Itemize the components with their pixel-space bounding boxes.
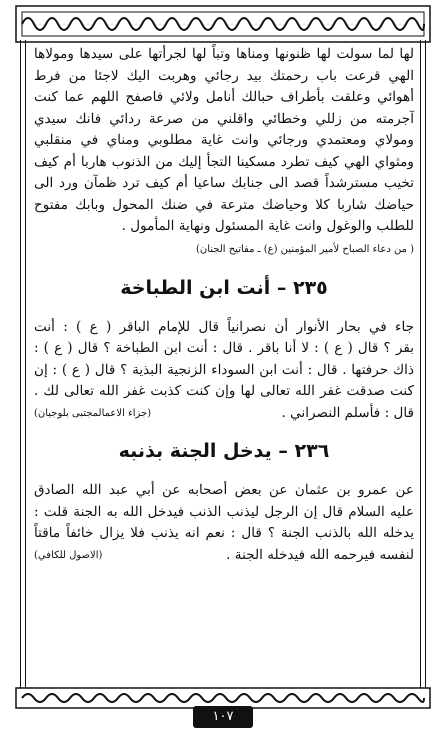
- text-line: أهوائي وعلقت بأطراف حبالك أنامل ولائي فاصفح اللهم عما كنت: [34, 89, 414, 105]
- text-line-with-source: [34, 545, 414, 567]
- top-border-ornament: [14, 4, 432, 44]
- text-line-with-source: [34, 403, 414, 425]
- text-line: يدخله الله بالذنب الجنة ؟ قال : نعم انه يذنب فلا يزال خائفاً ماقتاً: [34, 525, 414, 541]
- text-line: جاء في بحار الأنوار أن نصرانياً قال للإمام الباقر ( ع ) : أنت: [34, 318, 414, 335]
- text-line: للطلب والوغول وانت غاية المسئول ونهاية المأمول .: [121, 218, 414, 234]
- text-line: لنفسه فيرحمه الله فيدخله الجنة .: [226, 546, 414, 563]
- text-line: بقر ؟ قال ( ع ) : لا أنا باقر . قال : أنت ابن الطباخة ؟ قال ( ع ) :: [34, 340, 414, 356]
- source-citation: ( من دعاء الصباح لأمير المؤمنين (ع) ـ مفاتيح الجنان): [195, 243, 414, 255]
- section-title: ٢٣٦ – يدخل الجنة بذنبه: [118, 440, 330, 462]
- page-content: [34, 44, 414, 684]
- text-line: كنت صدقت غفر الله تعالى لها وإن كنت كذبت غفر الله تعالى لك .: [34, 383, 414, 399]
- story-text: [34, 480, 414, 566]
- left-border: [20, 40, 26, 688]
- text-line: حياضك شاربا كلا وحياضك مترعة في ضنك المحول وبابك مفتوح: [34, 196, 414, 213]
- text-line: قال : فأسلم النصراني .: [281, 404, 414, 421]
- source-citation: (جزاء الاعمالمجتبى بلوجيان): [34, 407, 152, 419]
- text-line: آجرمته من زللي وخطائي واقلني من صرعة ردائي فانك سيدي: [34, 110, 414, 127]
- right-border: [420, 40, 426, 688]
- source-citation: (الاصول للكافي): [34, 549, 103, 561]
- text-line: ومولاي ومعتمدي ورجائي وانت غاية مطلوبي ومناي في منقلبي: [34, 132, 414, 148]
- text-line: تخيب مسترشداً قصد الى جنابك ساعيا أم كيف ترد ظمآن ورد الى: [34, 175, 414, 191]
- text-line: ذاك حرفتها . قال : أنت ابن السوداء الزنجية البذية ؟ قال ( ع ) : إن: [34, 361, 414, 378]
- page-number: ١٠٧: [193, 706, 253, 728]
- text-line: ومثواي الهي كيف تطرد مسكينا التجأ إليك من الذنوب هاربا أم كيف: [34, 153, 414, 170]
- story-text: [34, 317, 414, 425]
- text-line: عليه السلام قال إن الرجل ليذنب الذنب فيدخل الله به الجنة قلت :: [34, 503, 414, 520]
- text-line: الهي قرعت باب رحمتك بيد رجائي وهربت اليك لاجئا من فرط: [34, 67, 414, 84]
- prayer-text: [34, 44, 414, 238]
- text-line: عن عمرو بن عثمان عن بعض أصحابه عن أبي عبد الله الصادق: [34, 482, 414, 498]
- section-title: ٢٣٥ – أنت ابن الطباخة: [120, 276, 328, 299]
- text-line: لها لما سولت لها ظنونها ومناها وتباً لها لجرأتها على سيدها ومولاها: [34, 46, 414, 62]
